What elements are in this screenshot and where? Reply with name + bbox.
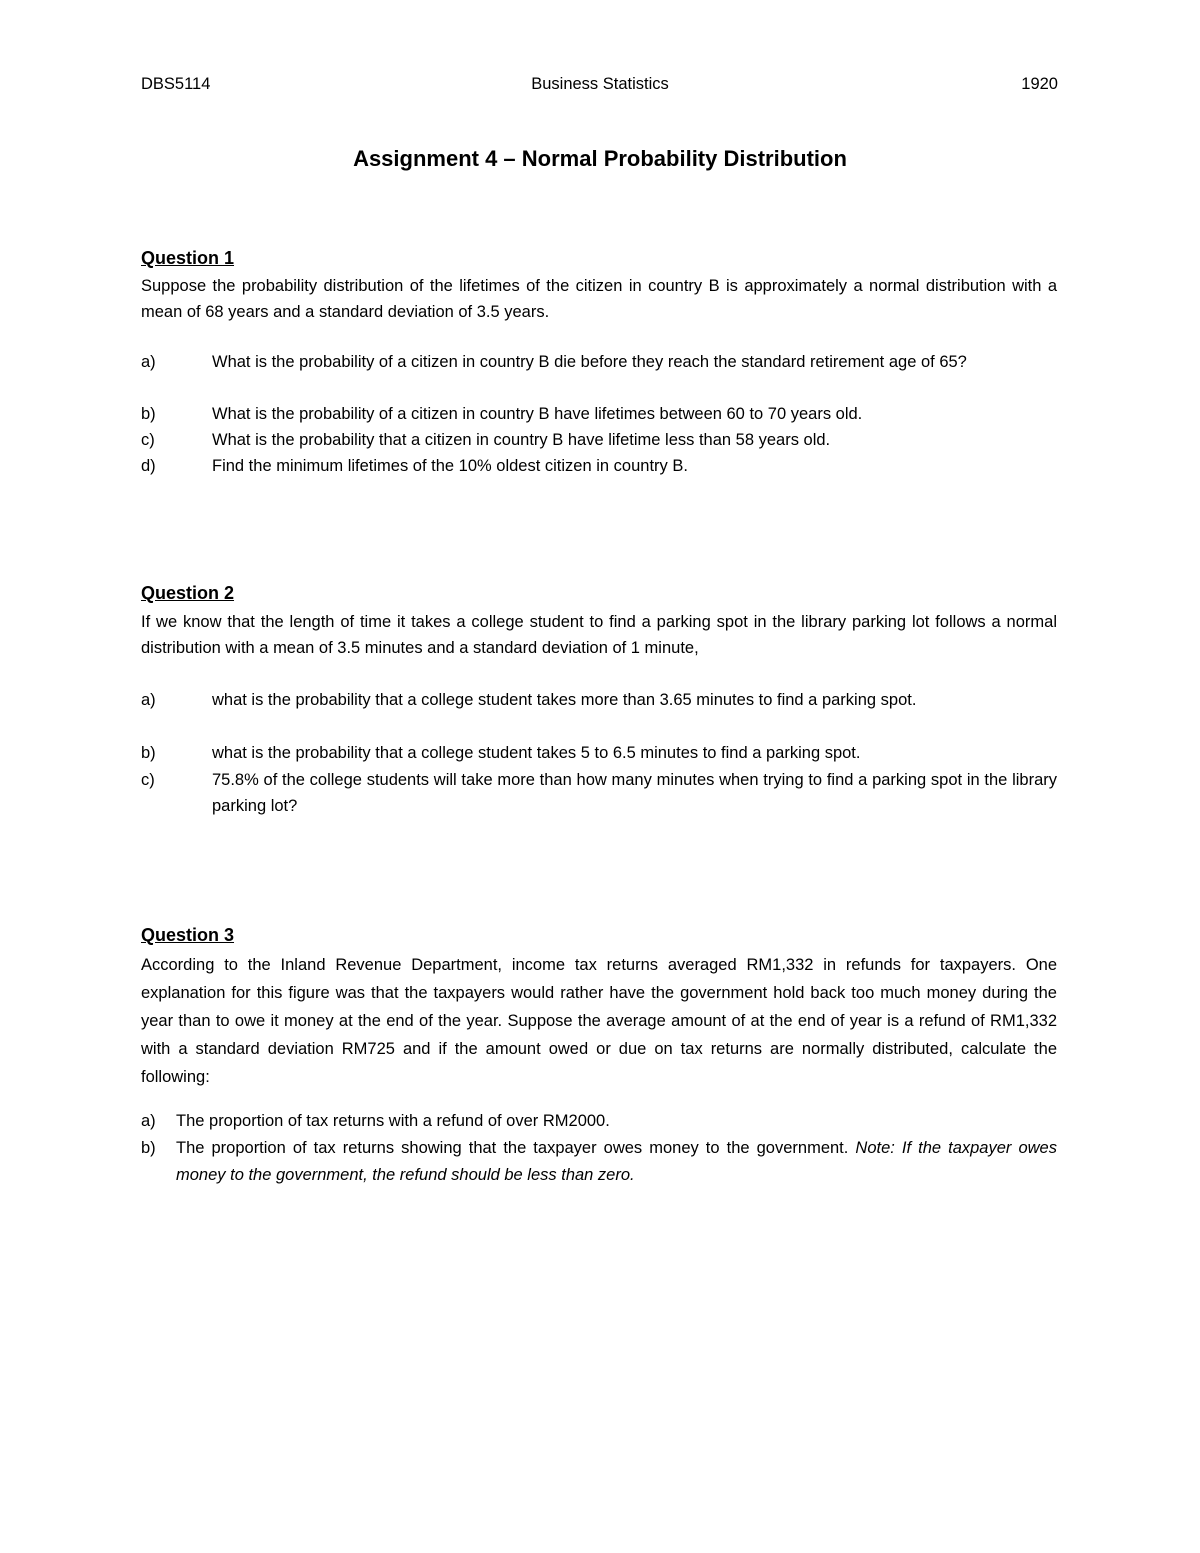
header-course-code: DBS5114 — [141, 75, 211, 93]
item-text-wrapper — [176, 1135, 1057, 1189]
item-text: What is the probability of a citizen in country B die before they reach the standard retirement age of 65? — [212, 353, 967, 371]
item-label: c) — [141, 771, 155, 789]
item-text: The proportion of tax returns showing that the taxpayer owes money to the government. — [176, 1139, 849, 1157]
question-1-item-b — [141, 401, 1057, 427]
header-year: 1920 — [1021, 75, 1058, 93]
header-course-name: Business Statistics — [531, 75, 669, 93]
question-1-heading: Question 1 — [141, 248, 235, 268]
question-1-item-a — [141, 349, 1057, 375]
item-text: what is the probability that a college student takes more than 3.65 minutes to find a parking spot. — [212, 691, 917, 709]
question-1-item-c — [141, 427, 1057, 453]
question-1-item-d — [141, 453, 1057, 479]
item-label: b) — [141, 405, 156, 423]
question-2-item-b — [141, 740, 1057, 766]
item-label: c) — [141, 431, 155, 449]
item-label: a) — [141, 691, 156, 709]
item-label: b) — [141, 744, 156, 762]
item-text: The proportion of tax returns with a refund of over RM2000. — [176, 1112, 610, 1130]
question-3-intro: According to the Inland Revenue Department, income tax returns averaged RM1,332 in refunds for taxpayers. One explanation for this figure was that the taxpayers would rather have the government hold back too much money during the year than to owe it money at the end of the year. Suppose the average amount of at the end of year is a refund of RM1,332 with a standard deviation RM725 and if the amount owed or due on tax returns are normally distributed, calculate the following: — [141, 956, 1057, 1086]
item-text: What is the probability of a citizen in country B have lifetimes between 60 to 70 years old. — [212, 405, 863, 423]
question-2-item-a — [141, 687, 1057, 713]
item-text: Find the minimum lifetimes of the 10% oldest citizen in country B. — [212, 457, 688, 475]
question-2-intro: If we know that the length of time it takes a college student to find a parking spot in the library parking lot follows a normal distribution with a mean of 3.5 minutes and a standard deviation of 1 minute, — [141, 613, 1057, 657]
item-label: d) — [141, 457, 156, 475]
item-label: a) — [141, 353, 156, 371]
question-1-intro: Suppose the probability distribution of the lifetimes of the citizen in country B is approximately a normal distribution with a mean of 68 years and a standard deviation of 3.5 years. — [141, 277, 1057, 321]
item-text: what is the probability that a college student takes 5 to 6.5 minutes to find a parking spot. — [212, 744, 861, 762]
question-3-item-b — [141, 1135, 1057, 1189]
question-2-heading: Question 2 — [141, 583, 235, 603]
item-note: Note: If the taxpayer owes money to the government, the refund should be less than zero. — [176, 1139, 1057, 1184]
item-label: b) — [141, 1139, 156, 1157]
question-3-item-a — [141, 1108, 1057, 1134]
item-text: What is the probability that a citizen in country B have lifetime less than 58 years old. — [212, 431, 831, 449]
item-label: a) — [141, 1112, 156, 1130]
question-2-item-c — [141, 767, 1057, 819]
question-3-heading: Question 3 — [141, 925, 235, 945]
page-title: Assignment 4 – Normal Probability Distribution — [353, 146, 847, 171]
item-text: 75.8% of the college students will take more than how many minutes when trying to find a parking spot in the library parking lot? — [212, 771, 1057, 815]
